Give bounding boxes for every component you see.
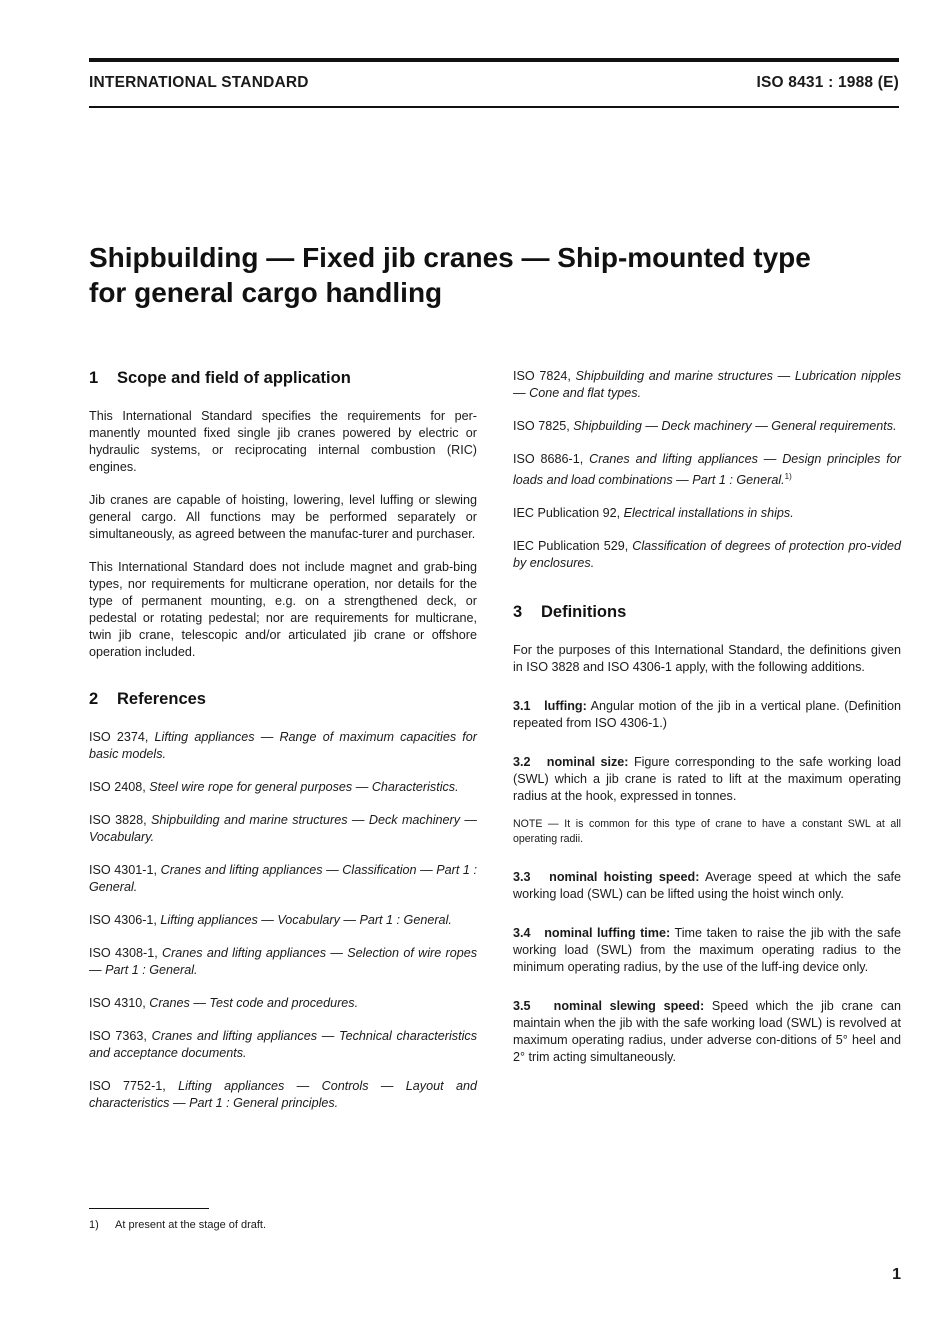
standard-number: ISO 8431 : 1988 (E) — [756, 74, 899, 91]
reference-item: ISO 3828, Shipbuilding and marine structures — Deck machinery — Vocabulary. — [89, 813, 478, 844]
definitions-intro: For the purposes of this International Standard, the definitions given in ISO 3828 and ISO 4306-1 apply, with the following additions. — [513, 643, 901, 675]
definition-3-1: 3.1 luffing: Angular motion of the jib in a vertical plane. (Definition repeated from ISO 4306-1.) — [513, 699, 901, 731]
definition-note: NOTE — It is common for this type of crane to have a constant SWL at all operating radii. — [513, 818, 901, 846]
title-line-2: for general cargo handling — [89, 277, 443, 308]
footnote-reference: 1) — [784, 472, 792, 481]
reference-item: ISO 4301-1, Cranes and lifting appliances — Classification — Part 1 : General. — [89, 863, 478, 894]
footnote-rule — [89, 1208, 209, 1209]
reference-item: ISO 7824, Shipbuilding and marine structures — Lubrication nipples — Cone and flat types. — [513, 369, 901, 400]
definition-3-3: 3.3 nominal hoisting speed: Average speed at which the safe working load (SWL) can be lifted using the hoist winch only. — [513, 870, 901, 902]
section-2-heading: 2 References — [89, 690, 206, 708]
reference-item: IEC Publication 529, Classification of degrees of protection pro-vided by enclosures. — [513, 539, 901, 571]
reference-item: ISO 7363, Cranes and lifting appliances — Technical characteristics and acceptance documents. — [89, 1029, 477, 1060]
definition-3-5: 3.5 nominal slewing speed: Speed which the jib crane can maintain when the jib with the safe working load (SWL) is revolved at maximum operating radius, under adverse con-ditions of 5° heel and 2° trim acting simultaneously. — [513, 999, 902, 1065]
document-title — [89, 240, 899, 310]
definition-3-4: 3.4 nominal luffing time: Time taken to raise the jib with the safe working load (SWL) from the maximum operating radius to the minimum operating radius, by the use of the luff-ing device only. — [513, 926, 901, 975]
reference-item: ISO 2408, Steel wire rope for general purposes — Characteristics. — [89, 780, 459, 794]
reference-item: ISO 7752-1, Lifting appliances — Controls — Layout and characteristics — Part 1 : General principles. — [89, 1079, 477, 1110]
right-column — [513, 368, 901, 1082]
reference-item: ISO 4306-1, Lifting appliances — Vocabulary — Part 1 : General. — [89, 913, 452, 927]
reference-item: IEC Publication 92, Electrical installations in ships. — [513, 506, 794, 521]
reference-item: ISO 4308-1, Cranes and lifting appliances — Selection of wire ropes — Part 1 : General. — [89, 946, 478, 977]
definition-3-2: 3.2 nominal size: Figure corresponding to the safe working load (SWL) which a jib crane is rated to lift at the maximum operating radius at the hook, expressed in tonnes. — [513, 755, 902, 804]
scope-paragraph-3: This International Standard does not include magnet and grab-bing types, nor requirements for multicrane operation, nor details for the type of permanent mounting, e.g. on a strengthened deck, or pedestal or rotating pedestal; nor are requirements for multicrane, twin jib crane, telescopic and/or articulated jib crane or offshore operation included. — [89, 560, 477, 659]
title-line-1: Shipbuilding — Fixed jib cranes — Ship-mounted type — [89, 242, 811, 273]
header-top-rule — [89, 58, 899, 62]
scope-paragraph-1: This International Standard specifies the requirements for per-manently mounted fixed single jib cranes powered by electric or hydraulic systems, or reciprocating internal combustion (RIC) engines. — [89, 409, 477, 474]
reference-item: ISO 2374, Lifting appliances — Range of maximum capacities for basic models. — [89, 730, 477, 761]
footnote: 1) At present at the stage of draft. — [89, 1219, 267, 1231]
page-number: 1 — [892, 1266, 901, 1283]
reference-item: ISO 8686-1, Cranes and lifting appliances — Design principles for loads and load combinations — Part 1 : General.$^{1)}$ — [513, 452, 901, 488]
scope-paragraph-2: Jib cranes are capable of hoisting, lowering, level luffing or slewing general cargo. All functions may be performed separately or simultaneously, as agreed between the manufac-turer and purchaser. — [89, 493, 477, 541]
section-3-heading: 3 Definitions — [513, 603, 627, 622]
header-bottom-rule — [89, 106, 899, 108]
reference-item: ISO 7825, Shipbuilding — Deck machinery — General requirements. — [513, 419, 897, 433]
section-1-heading: 1 Scope and field of application — [89, 369, 351, 387]
left-column — [89, 368, 477, 1128]
standard-type-label: INTERNATIONAL STANDARD — [89, 74, 309, 91]
reference-item: ISO 4310, Cranes — Test code and procedures. — [89, 996, 359, 1010]
